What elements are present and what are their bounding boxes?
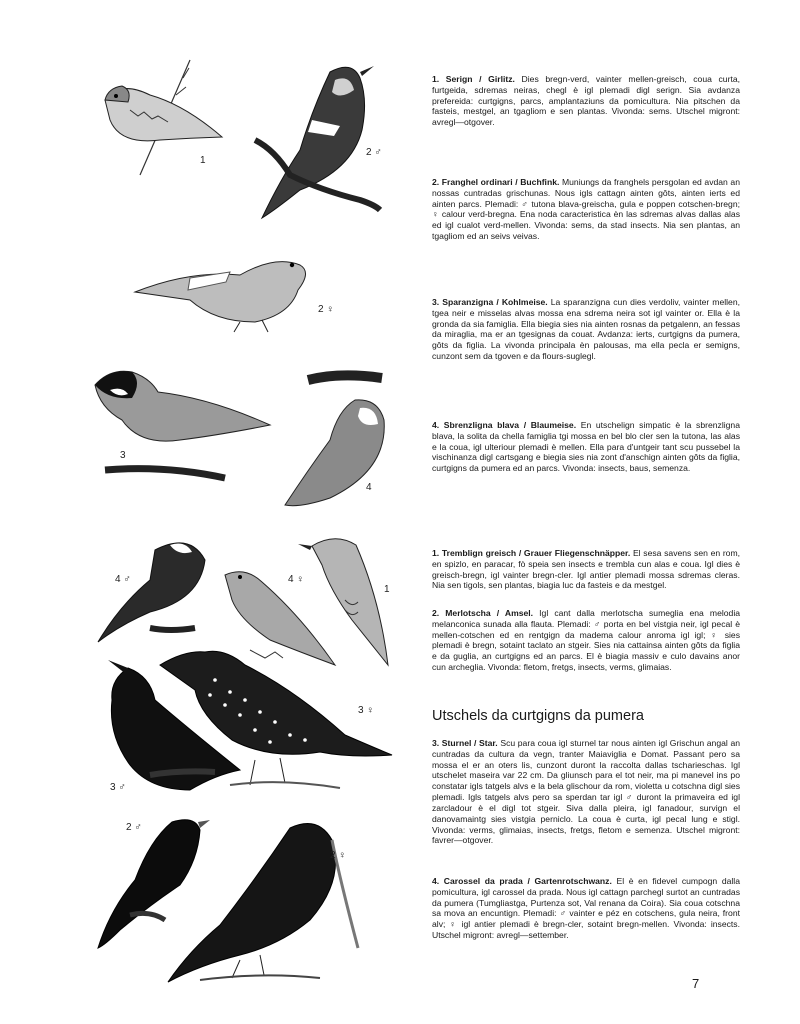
section-heading: Utschels da curtgigns da pumera: [432, 708, 644, 724]
figure-label-redstart-female: 4 ♀: [288, 574, 304, 585]
figure-label-blue-tit: 4: [366, 482, 372, 493]
entry-title: 3. Sturnel / Star.: [432, 738, 498, 748]
redstart-female-illustration: [225, 572, 335, 665]
entry-text: El è en fidevel cumpogn dalla pomicultura, igl carossel da prada. Nous igl cattagn parchegl surtot an cuntradas da pumera (Tumgliastga, Purtenza sot, Val renana da Coira). Sia coua cotschna sa mova an encuntign. Plemadi: ♂ vainter e péz en cotschens, gula neira, front alv; ♀ igl antier plemadi è bregn-cler, sotaint bregn-mellen. Vivonda: insects. Utschel migront: avregl—settember.: [432, 876, 740, 941]
entry-text: El sesa savens sen en rom, en spizlo, en paracar, fò speia sen insects e trembla cun alas e coua. Igl dies è greisch-bregn, igl vainter bregn-cler. Igl antier plemadi mossa sdremas cleras. Nia sen tigols, sen plantas, biagia luc da fasteis e da mestgel.: [432, 548, 741, 591]
figure-label-starling-male: 3 ♂: [110, 782, 126, 793]
chaffinch-male-illustration: [255, 66, 380, 218]
species-entry-blue-tit: [432, 420, 740, 474]
entry-title: 4. Sbrenzligna blava / Blaumeise.: [432, 420, 577, 430]
figure-label-blackbird-male: 2 ♂: [126, 822, 142, 833]
entry-text: Dies bregn-verd, vainter mellen-greisch, coua curta, furtgeida, sdremas neiras, chegl è igl plemadi digl serign. Sia avdanza prefereida: curtgigns, parcs, amplantaziuns da pomicultura. Nia pitschen da fasteis, mestgel, an tgagliom e sen plantas. Vivonda: sems. Utschel migront: avregl—otgover.: [432, 74, 741, 128]
entry-text: En utschelign simpatic è la sbrenzligna blava, la solita da chella famiglia tgi mossa en bel blo cler sen la tutona, las alas e la coua, igl ulteriour plemadi è mellen. Ella para d'untgeir tant scu pussebel la vischinanza digl cartsgang e biegia sies nia zont d'anschign ainten gôts da figlia, curtgigns da pumera ed an parcs. Vivonda: insects, baus, semenza.: [432, 420, 740, 474]
blackbird-male-illustration: [98, 820, 210, 948]
entry-text: La sparanzigna cun dies verdoliv, vainter mellen, tgea neir e misselas alvas mossa ena sdrema neira sot igl vainter or. Ella è la gronda da sia famiglia. Ella biegia sies nia ainten rosnas da petgalenn, an fessas da miraglia, ma er an tgesignas da couat. Avdanza: ierts, curtgigns da pumera, gôts da figlia. La vivonda principala èn palousas, ma ella pecla er semigns, cunzont sem da tgoven e da flours-suglegl.: [432, 297, 740, 362]
species-entry-chaffinch: [432, 177, 740, 242]
great-tit-illustration: [95, 371, 270, 478]
species-entry-serin: [432, 74, 740, 128]
figure-label-chaffinch-male: 2 ♂: [366, 147, 382, 158]
entry-title: 4. Carossel da prada / Gartenrotschwanz.: [432, 876, 612, 886]
entry-title: 1. Serign / Girlitz.: [432, 74, 515, 84]
species-entry-redstart: [432, 876, 740, 941]
entry-text: Igl cant dalla merlotscha sumeglia ena melodia melanconica sunada alla flauta. Plemadi: ♂ porta en bel vistgia neir, igl pecal è mellen-cotschen ed en rentgign da madema calour anroma igl igl; ♀ sies plemadi è bregn, sotaint taclato an stgeir. Sies nia cattainsa ainten gôts da figlia e da guglia, an curtgigns ed an parcs. El è biagia massiv e culo davains anor cun archeglia. Vivonda: fletom, fretgs, insects, verms, glimaias.: [432, 608, 741, 673]
figure-label-chaffinch-female: 2 ♀: [318, 304, 334, 315]
entry-title: 3. Sparanzigna / Kohlmeise.: [432, 297, 548, 307]
species-entry-starling: [432, 738, 740, 846]
figure-label-great-tit: 3: [120, 450, 126, 461]
entry-title: 2. Franghel ordinari / Buchfink.: [432, 177, 560, 187]
figure-label-starling-female: 3 ♀: [358, 705, 374, 716]
figure-label-serin: 1: [200, 155, 206, 166]
page-number: 7: [692, 976, 700, 991]
entry-text: Muniungs da franghels persgolan ed avdan an nossas cuntradas grischunas. Nous igls cattagn ainten gôts, ainten ierts ed ainten parcs. Plemadi: ♂ tutona blava-greischa, gula e poppen cotschen-bregn; ♀ calour verd-bregna. Ena noda caracteristica èn las sdremas alvas dallas alas ed igl cualot verd-mellen. Vivonda: sems, da stad insects. Nia sen plantas, an tgagliom ed an seivs veivas.: [432, 177, 740, 242]
chaffinch-female-illustration: [135, 262, 306, 332]
redstart-male-illustration: [98, 543, 205, 642]
species-entry-great-tit: [432, 297, 740, 362]
entry-text: Scu para coua igl sturnel tar nous ainten igl Grischun angal an cuntradas da cultura da vegn, tranter Maiaviglia e Domat. Passant pero sa mossa el er an oters lis, cunzont duront la raccolta dallas tscharieschas. Igl utschelet maseira var 22 cm. Da gliunsch para el tot neir, ma pi manevel ins po constatar igls tatgels alvs e la bela glischour da rom, violetta u cotschna digl sies plemadi. Igls tatgels alvs pero sa sperdan tar igl ♂ duront la primaveira ed igl zarcladour è el digl tot stgeir. Siva dalla pleira, igl fanadour, survign el danovamaintg sies vistgia perniclo. La coua è curta, igl pecal lung e stigl. Vivonda: verms, glimaias, insects, fretgs, fletom e semenza. Utschel migront: favrer—otgover.: [432, 738, 741, 846]
figure-label-flycatcher: 1: [384, 584, 390, 595]
figure-label-blackbird-female: 2 ♀: [330, 850, 346, 861]
species-entry-flycatcher: [432, 548, 740, 591]
entry-title: 1. Tremblign greisch / Grauer Fliegenschnäpper.: [432, 548, 631, 558]
species-entry-blackbird: [432, 608, 740, 673]
figure-label-redstart-male: 4 ♂: [115, 574, 131, 585]
entry-title: 2. Merlotscha / Amsel.: [432, 608, 534, 618]
